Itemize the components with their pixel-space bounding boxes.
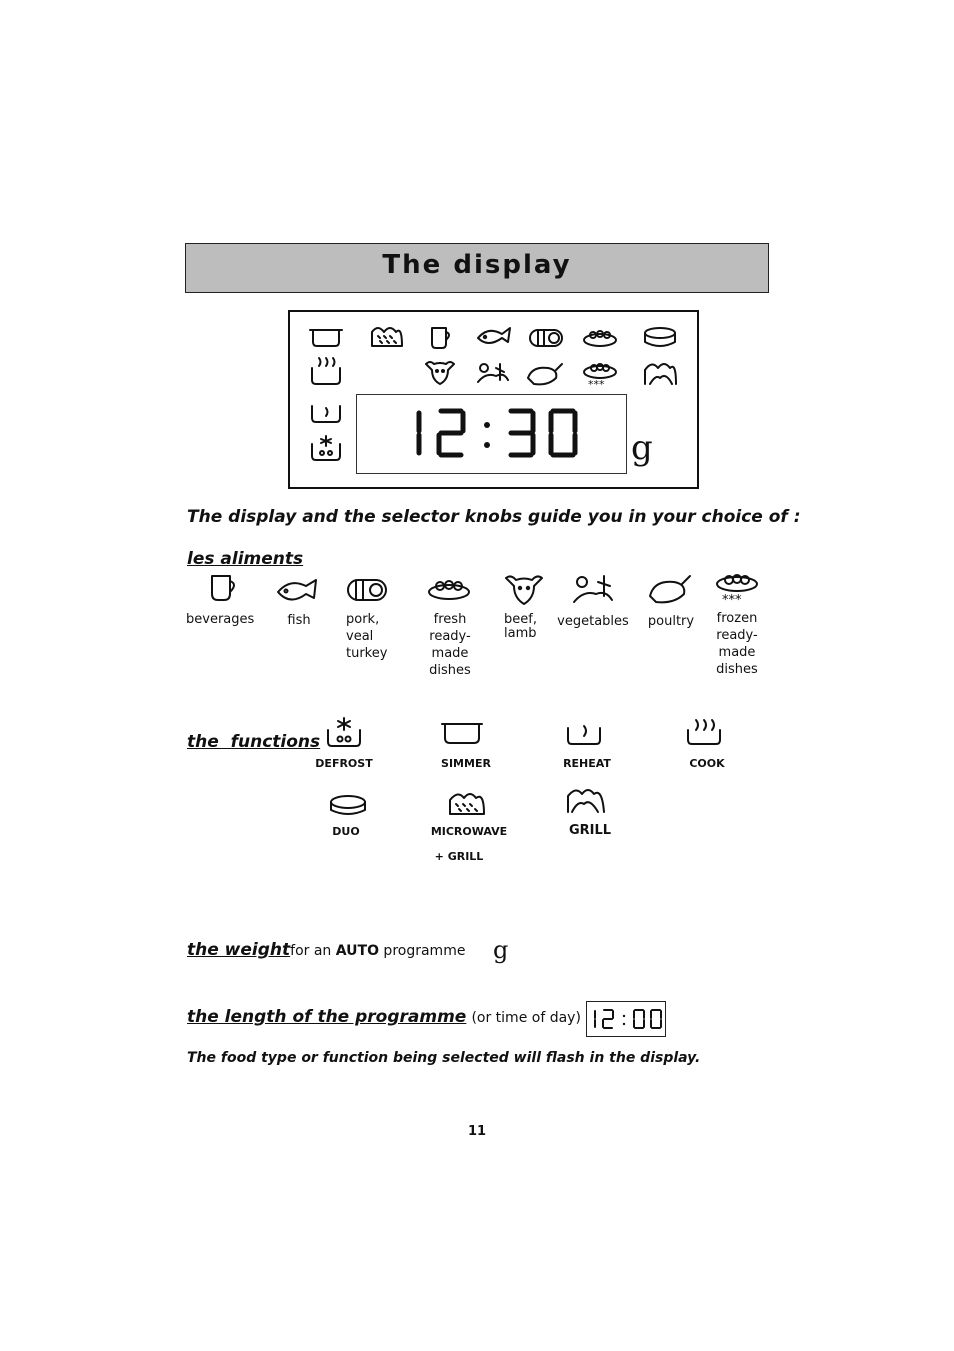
dish-icon [429,581,469,599]
function-label-simmer: SIMMER [441,757,491,770]
weight-heading: the weight [187,940,291,960]
grill-icon [568,790,604,812]
food-label-poultry: poultry [647,614,695,629]
grill-icon [645,364,676,384]
fish-icon [278,580,316,600]
panel-function-icons [300,400,350,466]
roast-icon [530,330,562,346]
functions-heading: the functions [187,732,321,752]
simmer-icon [442,724,482,743]
food-label-pork-veal-turkey: pork, veal turkey [346,612,388,661]
duo-icon [645,328,675,346]
weight-gram-unit: g [493,936,509,964]
flash-note: The food type or function being selected will flash in the display. [187,1050,701,1066]
defrost-icon [312,436,340,460]
cup-icon [212,576,234,600]
microwave-grill-icon [450,794,484,814]
function-label-grill: GRILL [568,823,612,838]
function-label-duo: DUO [332,825,360,838]
food-label-fresh-dishes: fresh ready- made dishes [429,612,471,678]
vegetables-icon [478,364,508,382]
time-display-sample [586,1001,666,1037]
panel-icons [300,318,690,398]
cup-icon [432,328,449,348]
reheat-icon [312,406,340,422]
frozen-dish-icon [584,364,616,391]
poultry-icon [650,576,690,602]
time-display-digits [587,1002,665,1036]
food-label-vegetables: vegetables [557,614,629,629]
weight-text-auto: AUTO [335,943,379,959]
cow-icon [426,362,454,384]
function-label-cook: COOK [689,757,725,770]
svg-text:***: *** [588,378,605,391]
simmer-icon [310,330,342,346]
length-text: (or time of day) [471,1010,581,1026]
dish-icon [584,331,616,346]
svg-text:***: *** [722,593,742,608]
food-label-beverages: beverages [186,612,255,627]
cook-icon [688,720,720,744]
lcd-gram-unit: g [631,428,653,468]
weight-text-pre: for an [290,943,336,959]
cow-icon [506,576,542,604]
function-label-microwave: MICROWAVE [430,825,508,838]
food-label-beef-lamb: beef, lamb [504,612,537,641]
function-icons [318,714,738,824]
intro-text: The display and the selector knobs guide you in your choice of : [187,507,801,527]
weight-text-post: programme [378,943,466,959]
fish-icon [478,328,510,343]
duo-icon [331,796,365,814]
length-line [187,1007,581,1027]
weight-line [187,940,465,960]
reheat-icon [568,726,600,744]
length-heading: the length of the programme [187,1007,467,1027]
roast-icon [348,580,386,600]
function-label-plus-grill: + GRILL [434,850,484,863]
microwave-grill-icon [372,328,402,346]
poultry-icon [528,364,562,384]
frozen-dish-icon [717,575,757,608]
foods-heading: les aliments [187,549,304,569]
food-icons-row [186,572,766,608]
lcd-digits [357,395,626,473]
vegetables-icon [574,576,612,602]
function-label-reheat: REHEAT [563,757,611,770]
food-label-frozen-dishes: frozen ready- made dishes [716,611,758,677]
page-number: 11 [467,1124,487,1139]
lcd-screen [356,394,627,474]
function-label-defrost: DEFROST [315,757,373,770]
cook-icon [312,358,340,384]
defrost-icon [328,718,360,746]
food-label-fish: fish [287,613,311,628]
title-banner [185,243,769,293]
page-title: The display [382,250,572,280]
